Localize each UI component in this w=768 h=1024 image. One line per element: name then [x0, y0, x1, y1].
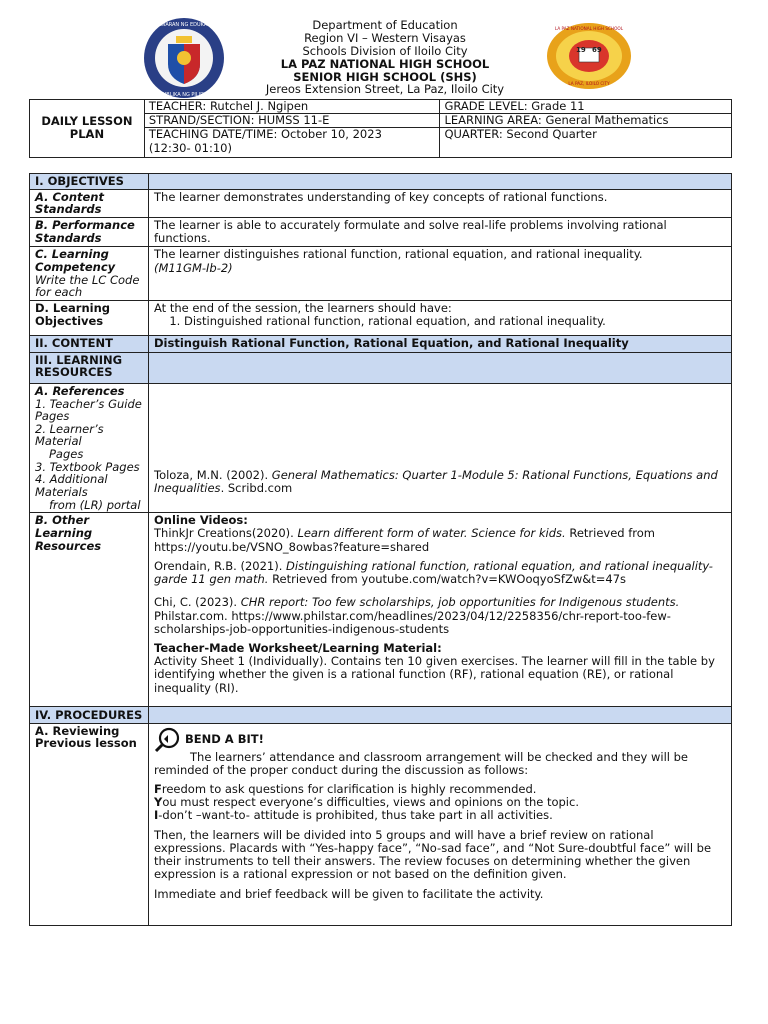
- learning-competency-code: (M11GM-Ib-2): [154, 260, 233, 275]
- reviewing-lesson-label: A. Reviewing Previous lesson: [30, 723, 149, 925]
- video-ref-1-url: Retrieved from https://youtu.be/VSNO_8owbas?feature=shared: [154, 526, 656, 554]
- lc-code-note: Write the LC Code for each: [35, 272, 140, 300]
- learning-objectives-cell: [149, 300, 732, 335]
- seal-left-top-text: KAGAWARAN NG EDUKASYON: [147, 22, 221, 28]
- performance-standards-text: The learner is able to accurately formulate and solve real-life problems involving rational functions.: [149, 217, 732, 246]
- ref-item-textbook: 3. Textbook Pages: [35, 459, 140, 474]
- ref-item-learners-material: 2. Learner’s Material: [35, 421, 104, 449]
- learning-objectives-label: D. Learning Objectives: [30, 300, 149, 335]
- article-ref-title: CHR report: Too few scholarships, job opportunities for Indigenous students.: [240, 595, 680, 610]
- article-ref-author: Chi, C. (2023).: [154, 595, 241, 610]
- other-resources-cell: [149, 513, 732, 707]
- learning-area-cell: LEARNING AREA: General Mathematics: [440, 114, 732, 128]
- article-ref-url: Philstar.com. https://www.philstar.com/headlines/2023/04/12/2258356/chr-report-too-few-scholarships-job-opportunities-indigenous-students: [154, 608, 671, 636]
- seal-right-bottom-text: LA PAZ, ILOILO CITY: [568, 81, 610, 86]
- rule-i-letter: I: [154, 808, 159, 823]
- learning-competency-label-cell: [30, 247, 149, 301]
- header-line-dept: Department of Education: [312, 18, 458, 32]
- grade-level-cell: GRADE LEVEL: Grade 11: [440, 100, 732, 114]
- learning-objectives-intro: At the end of the session, the learners should have:: [154, 300, 452, 315]
- worksheet-heading: Teacher-Made Worksheet/Learning Material:: [154, 641, 442, 656]
- content-topic: Distinguish Rational Function, Rational Equation, and Rational Inequality: [149, 336, 732, 352]
- learning-competency-text: The learner distinguishes rational function, rational equation, and rational inequality.: [154, 247, 643, 262]
- header-line-region: Region VI – Western Visayas: [304, 30, 466, 45]
- rule-you-letter: Y: [154, 795, 163, 810]
- other-resources-label: B. Other Learning Resources: [30, 513, 149, 707]
- article-ref: [154, 596, 726, 636]
- school-address: Jereos Extension Street, La Paz, Iloilo City: [265, 82, 505, 97]
- ref-item-teachers-guide: 1. Teacher’s Guide Pages: [35, 396, 142, 424]
- video-ref-2: [154, 560, 726, 586]
- ref-item-pages: Pages: [49, 447, 84, 462]
- procedures-paragraph-1: The learners’ attendance and classroom arrangement will be checked and they will be reminded of the proper conduct during the discussion as follows:: [154, 749, 688, 777]
- learning-resources-heading-blank: [149, 352, 732, 383]
- seal-year-left: 19: [576, 46, 586, 54]
- content-standards-text: The learner demonstrates understanding of key concepts of rational functions.: [149, 189, 732, 217]
- school-seal-icon: [546, 22, 632, 90]
- seal-right-top-text: LA PAZ NATIONAL HIGH SCHOOL: [554, 26, 624, 31]
- ref-author: Toloza, M.N. (2002).: [154, 467, 272, 482]
- lesson-plan-table: [29, 173, 732, 926]
- seal-left-bottom-text: REPUBLIKA NG PILIPINAS: [153, 92, 215, 98]
- bend-a-bit-header: [154, 727, 726, 753]
- video-ref-1-title: Learn different form of water. Science for kids.: [297, 526, 566, 541]
- learning-objective-item: 1. Distinguished rational function, rational equation, and rational inequality.: [184, 315, 726, 328]
- performance-standards-label: B. Performance Standards: [30, 217, 149, 246]
- content-standards-label: A. Content Standards: [30, 189, 149, 217]
- learning-objectives-list: [184, 315, 726, 328]
- ref-title: General Mathematics: Quarter 1-Module 5: Rational Functions, Equations and Inequalities: [154, 467, 718, 496]
- online-videos-heading: Online Videos:: [154, 513, 248, 528]
- objectives-heading: I. OBJECTIVES: [30, 174, 149, 190]
- teacher-cell: TEACHER: Rutchel J. Ngipen: [144, 100, 440, 114]
- header-line-division: Schools Division of Iloilo City: [302, 43, 468, 58]
- document-header: [0, 0, 768, 100]
- ref-item-additional: 4. Additional Materials: [35, 472, 108, 499]
- worksheet-text: Activity Sheet 1 (Individually). Contains ten 10 given exercises. The learner will fill in the table by identifying whether the given is a rational function (RF), rational equation (RE), or rational inequality (RI).: [154, 654, 715, 695]
- bend-a-bit-title: BEND A BIT!: [185, 731, 264, 746]
- magnifier-icon: [154, 727, 182, 753]
- references-label: A. References: [35, 383, 125, 398]
- procedures-heading-blank: [149, 706, 732, 723]
- rule-i-text: -don’t –want-to- attitude is prohibited, thus take part in all activities.: [158, 808, 553, 823]
- learning-competency-cell: [149, 247, 732, 301]
- reviewing-lesson-cell: [149, 723, 732, 925]
- video-ref-1-author: ThinkJr Creations(2020).: [154, 526, 298, 541]
- quarter-cell: QUARTER: Second Quarter: [440, 128, 732, 157]
- content-heading: II. CONTENT: [30, 336, 149, 352]
- objectives-heading-blank: [149, 174, 732, 190]
- rule-freedom-letter: F: [154, 781, 162, 796]
- references-label-cell: [30, 383, 149, 512]
- header-text-block: [230, 19, 540, 96]
- daily-lesson-plan-label: DAILY LESSON PLAN: [30, 100, 145, 158]
- shs-name: SENIOR HIGH SCHOOL (SHS): [293, 69, 477, 84]
- video-ref-2-author: Orendain, R.B. (2021).: [154, 558, 287, 573]
- rule-freedom-text: reedom to ask questions for clarification is highly recommended.: [161, 781, 537, 796]
- strand-cell: STRAND/SECTION: HUMSS 11-E: [144, 114, 440, 128]
- school-name: LA PAZ NATIONAL HIGH SCHOOL: [280, 56, 490, 71]
- references-cell: [149, 383, 732, 512]
- lesson-info-table: [29, 99, 732, 158]
- rule-i-dont: [154, 809, 726, 822]
- procedures-heading: IV. PROCEDURES: [30, 706, 149, 723]
- procedures-paragraph-3: Immediate and brief feedback will be given to facilitate the activity.: [154, 886, 544, 901]
- learning-resources-heading: III. LEARNING RESOURCES: [30, 352, 149, 383]
- video-ref-2-url: Retrieved from youtube.com/watch?v=KWOoqyoSfZw&t=47s: [268, 572, 626, 587]
- video-ref-1: [154, 527, 726, 553]
- ref-item-lr-portal: from (LR) portal: [49, 497, 141, 512]
- learning-competency-label: C. Learning Competency: [35, 247, 116, 274]
- rule-you-text: ou must respect everyone’s difficulties, views and opinions on the topic.: [162, 795, 579, 810]
- deped-seal-icon: [142, 16, 226, 100]
- video-ref-2-title: Distinguishing rational function, rational equation, and rational inequality- garde 11 gen math.: [154, 558, 713, 587]
- teaching-date-cell: TEACHING DATE/TIME: October 10, 2023: [144, 128, 440, 142]
- teaching-time-cell: (12:30- 01:10): [144, 142, 440, 158]
- procedures-paragraph-2: Then, the learners will be divided into 5 groups and will have a brief review on rational expressions. Placards with “Yes-happy face”, “No-sad face”, and “Not Sure-doubtful face” will be their instruments to tell their answers. The review focuses on determining whether the given expression is a rational expression or not based on the definition given.: [154, 827, 712, 882]
- seal-year-right: 69: [592, 46, 602, 54]
- ref-source: . Scribd.com: [220, 481, 293, 496]
